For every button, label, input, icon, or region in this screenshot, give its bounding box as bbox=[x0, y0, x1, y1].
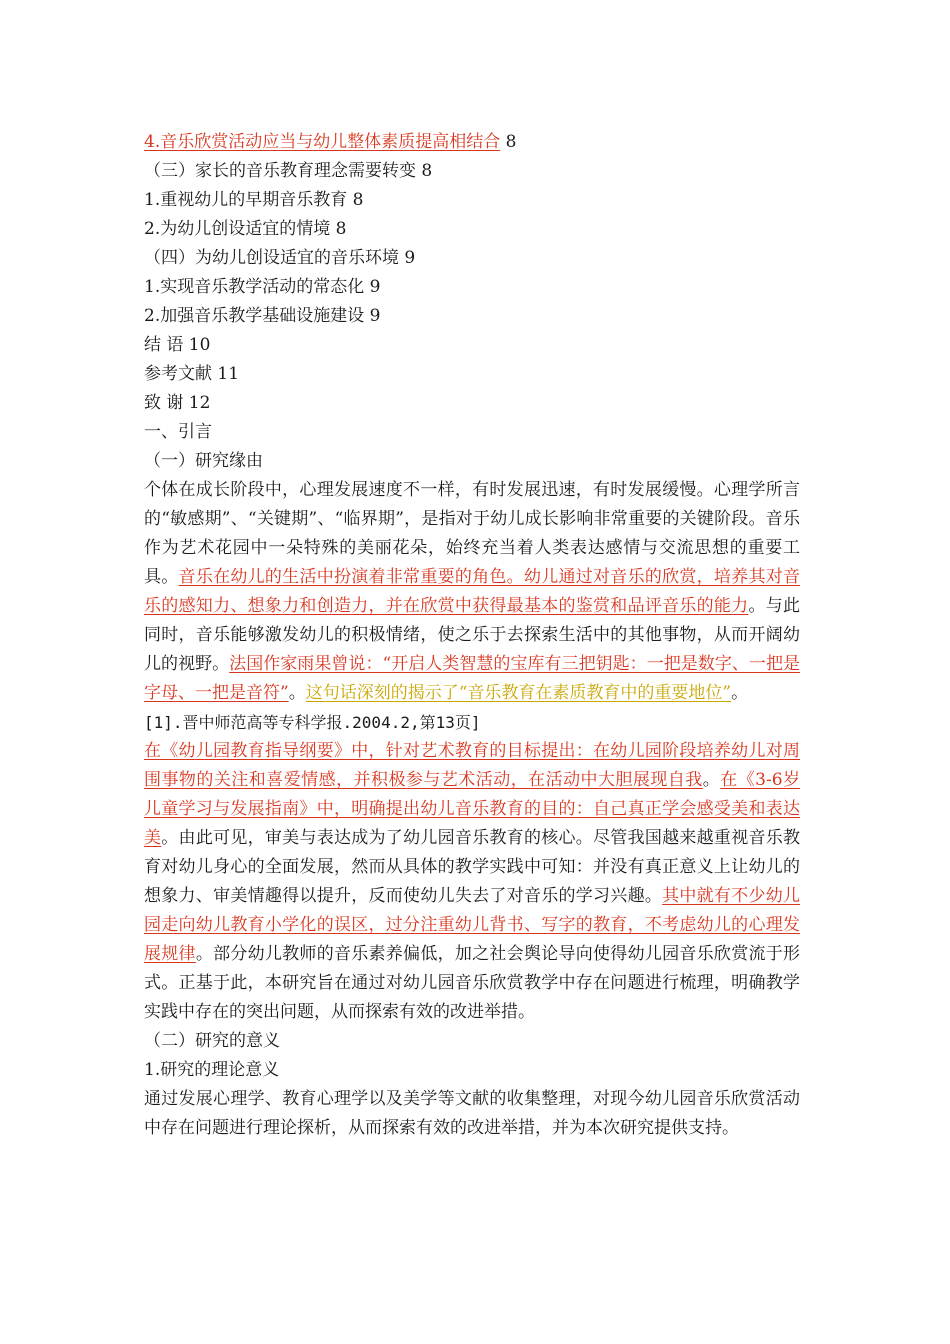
toc-page-number: 8 bbox=[500, 132, 517, 152]
subheading-research-significance: （二）研究的意义 bbox=[144, 1031, 280, 1051]
paragraph-research-reason bbox=[144, 476, 800, 708]
toc-item-sec3-2[interactable]: 2.为幼儿创设适宜的情境 8 bbox=[144, 219, 347, 239]
paragraph-text: 。与此同时，音乐能够激发幼儿的积极情绪，使之乐于去探索生活中的其他事物，从而开阔幼儿的视野。 bbox=[144, 596, 801, 674]
highlighted-text-yellow: 这句话深刻的揭示了“音乐教育在素质教育中的重要地位” bbox=[305, 683, 732, 703]
toc-item-sec4[interactable]: （四）为幼儿创设适宜的音乐环境 9 bbox=[144, 248, 416, 268]
paragraph-text: 。 bbox=[288, 683, 306, 703]
document-page bbox=[144, 128, 800, 1143]
paragraph-text: 。 bbox=[702, 770, 721, 790]
paragraph-theoretical-significance: 通过发展心理学、教育心理学以及美学等文献的收集整理，对现今幼儿园音乐欣赏活动中存在问题进行理论探析，从而探索有效的改进举措，并为本次研究提供支持。 bbox=[144, 1089, 800, 1138]
toc-item-references[interactable]: 参考文献 11 bbox=[144, 364, 240, 384]
toc-item-sec3[interactable]: （三）家长的音乐教育理念需要转变 8 bbox=[144, 161, 433, 181]
paragraph-text: 。由此可见，审美与表达成为了幼儿园音乐教育的核心。尽管我国越来越重视音乐教育对幼儿身心的全面发展，然而从具体的教学实践中可知：并没有真正意义上让幼儿的想象力、审美情趣得以提升，反而使幼儿失去了对音乐的学习兴趣。 bbox=[144, 828, 801, 906]
toc-item-sec3-1[interactable]: 1.重视幼儿的早期音乐教育 8 bbox=[144, 190, 364, 210]
subheading-research-reason: （一）研究缘由 bbox=[144, 451, 263, 471]
toc-item-4[interactable] bbox=[144, 128, 800, 157]
paragraph-text: 。 bbox=[731, 683, 749, 703]
toc-link-music-quality[interactable]: 4.音乐欣赏活动应当与幼儿整体素质提高相结合 bbox=[144, 132, 501, 152]
footnote: [1].晋中师范高等专科学报.2004.2,第13页] bbox=[144, 713, 481, 732]
toc-item-sec4-2[interactable]: 2.加强音乐教学基础设施建设 9 bbox=[144, 306, 381, 326]
paragraph-text: 。部分幼儿教师的音乐素养偏低，加之社会舆论导向使得幼儿园音乐欣赏流于形式。正基于此，本研究旨在通过对幼儿园音乐欣赏教学中存在问题进行梳理，明确教学实践中存在的突出问题，从而探索有效的改进举措。 bbox=[144, 944, 801, 1022]
paragraph-guidelines bbox=[144, 737, 800, 1027]
highlighted-text: 在《3-6岁儿童学习与发展指南》中，明确提出幼儿音乐教育的目的：自己真正学会感受美和表达美 bbox=[144, 770, 800, 848]
highlighted-text: 在《幼儿园教育指导纲要》中，针对艺术教育的目标提出：在幼儿园阶段培养幼儿对周围事物的关注和喜爱情感，并积极参与艺术活动，在活动中大胆展现自我 bbox=[144, 741, 800, 790]
toc-item-conclusion[interactable]: 结 语 10 bbox=[144, 335, 211, 355]
section-heading-intro: 一、引言 bbox=[144, 422, 212, 442]
highlighted-text: 音乐在幼儿的生活中扮演着非常重要的角色。幼儿通过对音乐的欣赏，培养其对音乐的感知力、想象力和创造力，并在欣赏中获得最基本的鉴赏和品评音乐的能力 bbox=[144, 567, 801, 616]
paragraph-text: 个体在成长阶段中，心理发展速度不一样，有时发展迅速，有时发展缓慢。心理学所言的“敏感期”、“关键期”、“临界期”，是指对于幼儿成长影响非常重要的关键阶段。音乐作为艺术花园中一朵特殊的美丽花朵，始终充当着人类表达感情与交流思想的重要工具。 bbox=[144, 480, 800, 587]
toc-item-sec4-1[interactable]: 1.实现音乐教学活动的常态化 9 bbox=[144, 277, 381, 297]
highlighted-quote-hugo: 法国作家雨果曾说：“开启人类智慧的宝库有三把钥匙：一把是数字、一把是字母、一把是音符” bbox=[144, 654, 800, 703]
highlighted-text: 其中就有不少幼儿园走向幼儿教育小学化的误区，过分注重幼儿背书、写字的教育，不考虑幼儿的心理发展规律 bbox=[144, 886, 801, 964]
subheading-theoretical-significance: 1.研究的理论意义 bbox=[144, 1060, 280, 1080]
toc-item-thanks[interactable]: 致 谢 12 bbox=[144, 393, 211, 413]
